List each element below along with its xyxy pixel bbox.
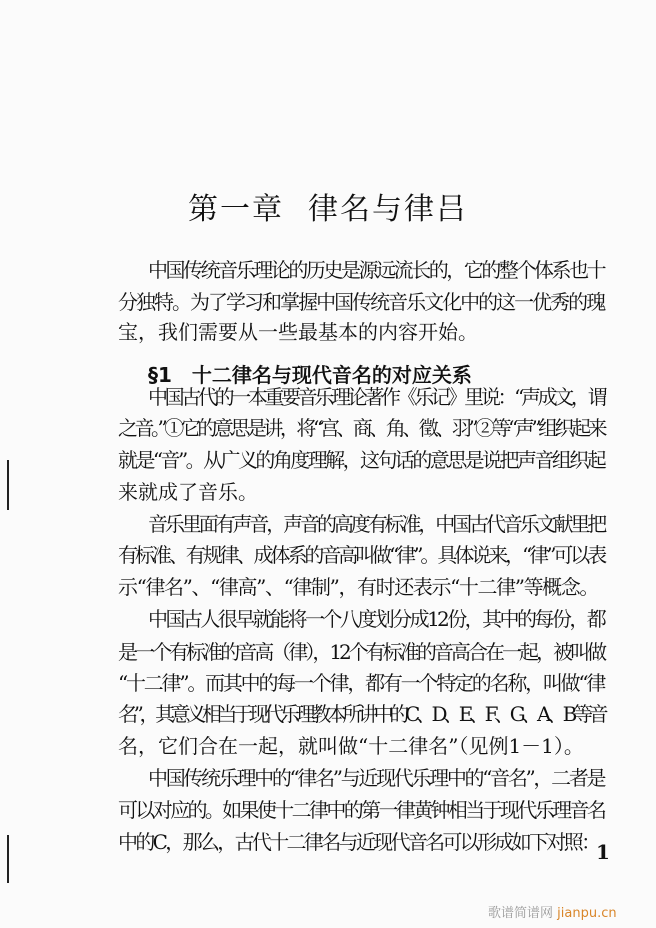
chapter-number: 第一章 bbox=[188, 192, 284, 227]
text-line: 名”，其意义相当于现代乐理教本所讲中的C、D、E、F、G、A、B等音 bbox=[118, 702, 604, 726]
text-line: 来就成了音乐。 bbox=[118, 480, 258, 504]
page-number: 1 bbox=[596, 840, 610, 864]
watermark bbox=[488, 902, 617, 921]
scan-edge-mark bbox=[7, 835, 9, 883]
text-line: 中的C，那么，古代十二律名与近现代音名可以形成如下对照： bbox=[118, 830, 599, 854]
text-line: 中国古人很早就能将一个八度划分成12份，其中的每份，都 bbox=[148, 607, 604, 631]
text-line: 有标准、有规律、成体系的音高叫做“律”。具体说来，“律”可以表 bbox=[118, 543, 604, 567]
section-title: 十二律名与现代音名的对应关系 bbox=[191, 363, 472, 387]
watermark-url: jianpu.cn bbox=[557, 906, 617, 921]
chapter-title bbox=[0, 184, 656, 228]
text-line: 可以对应的。如果使十二律中的第一律黄钟相当于现代乐理音名 bbox=[118, 798, 604, 822]
text-line: 名，它们合在一起，就叫做“十二律名”（见例1－1）。 bbox=[118, 734, 584, 758]
section-heading bbox=[148, 360, 472, 390]
section-number: §1 bbox=[148, 363, 172, 387]
chapter-name: 律名与律吕 bbox=[308, 192, 468, 227]
text-line: 之音。”①它的意思是讲，将“宫、商、角、徵、羽”②等“声”组织起来 bbox=[118, 416, 604, 440]
text-line: 就是“音”。从广义的角度理解，这句话的意思是说把声音组织起 bbox=[118, 448, 604, 472]
text-line: 中国古代的一本重要音乐理论著作《乐记》里说：“声成文，谓 bbox=[148, 385, 604, 409]
text-line: 宝，我们需要从一些最基本的内容开始。 bbox=[118, 320, 478, 344]
text-line: “十二律”。而其中的每一个律，都有一个特定的名称，叫做“律 bbox=[118, 671, 604, 695]
text-line: 中国传统乐理中的“律名”与近现代乐理中的“音名”，二者是 bbox=[148, 766, 604, 790]
text-line: 示“律名”、“律高”、“律制”，有时还表示“十二律”等概念。 bbox=[118, 575, 598, 599]
text-line: 分独特。为了学习和掌握中国传统音乐文化中的这一优秀的瑰 bbox=[118, 290, 604, 314]
text-line: 是一个有标准的音高（律），12个有标准的音高合在一起，被叫做 bbox=[118, 640, 604, 664]
watermark-site: 歌谱简谱网 bbox=[488, 906, 554, 921]
scan-edge-mark bbox=[7, 460, 9, 510]
text-line: 音乐里面有声音，声音的高度有标准，中国古代音乐文献里把 bbox=[148, 512, 604, 536]
text-line: 中国传统音乐理论的历史是源远流长的，它的整个体系也十 bbox=[148, 258, 604, 282]
